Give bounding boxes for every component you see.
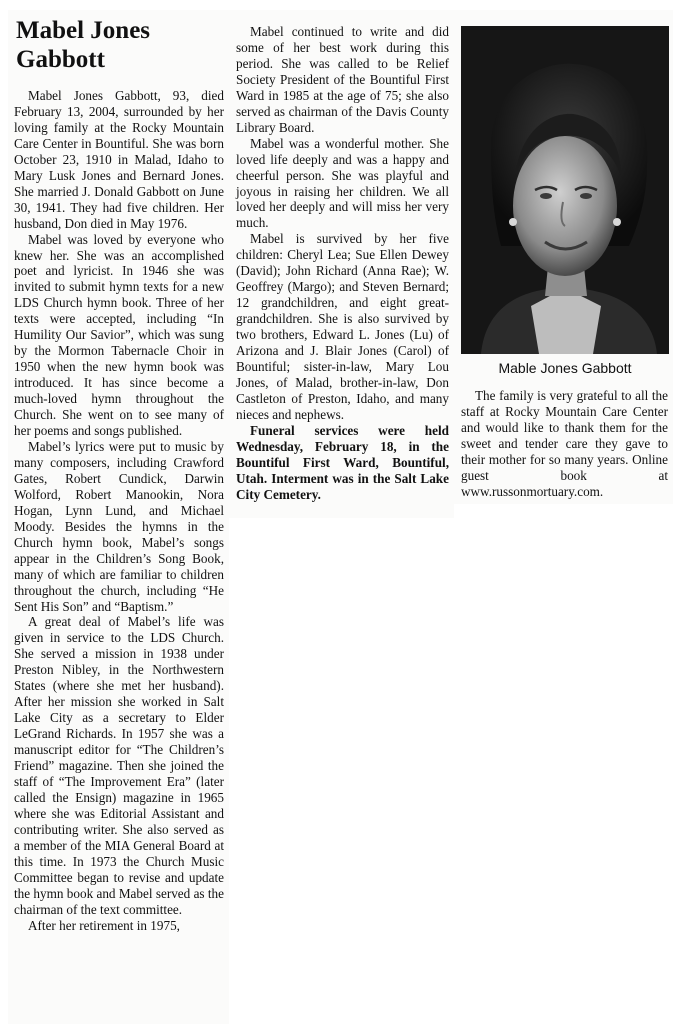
obituary-column-3 bbox=[461, 388, 668, 500]
paragraph: Mabel’s lyrics were put to music by many composers, including Crawford Gates, Robert Cundick, Darwin Wolford, Robert Manookin, Nora Hogan, Lynn Lund, and Michael Moody. Besides the hymns in the Church hymn book, Mabel’s songs appear in the Children’s Song Book, many of which are familiar to children throughout the church, including “He Sent His Son” and “Baptism.” bbox=[14, 438, 224, 614]
obituary-column-2 bbox=[236, 24, 449, 503]
portrait-photo bbox=[461, 26, 669, 354]
paragraph: A great deal of Mabel’s life was given in service to the LDS Church. She served a mission in 1938 under Preston Nibley, in the Northwestern States (where she met her husband). After her mission she worked in Salt Lake City as a secretary to Elder LeGrand Richards. In 1957 she was a manuscript editor for “The Children’s Friend” magazine. Then she joined the staff of “The Improvement Era” (later called the Ensign) magazine in 1965 where she was Editorial Assistant and contributing writer. She also served as a member of the MIA General Board at this time. In 1973 the Church Music Committee began to revise and update the hymn book and Mabel served as the chairman of the text committee. bbox=[14, 614, 224, 917]
photo-caption: Mable Jones Gabbott bbox=[498, 360, 632, 376]
paragraph: The family is very grateful to all the staff at Rocky Mountain Care Center and would like to thank them for the sweet and tender care they gave to their mother for so many years. Online guest book at www.russonmortuary.com. bbox=[461, 388, 668, 499]
paragraph: Mabel was loved by everyone who knew her. She was an accomplished poet and lyricist. In 1946 she was invited to submit hymn texts for a new LDS Church hymn book. Three of her texts were accepted, including “In Humility Our Savior”, which was sung by the Mormon Tabernacle Choir in 1950 when the new hymn book was introduced. It has since become a much-loved hymn throughout the Church. She went on to see many of her poems and songs published. bbox=[14, 231, 224, 439]
paragraph: Mabel Jones Gabbott, 93, died February 13, 2004, surrounded by her loving family at the Rocky Mountain Care Center in Bountiful. She was born October 23, 1910 in Malad, Idaho to Mary Lusk Jones and Bernard Jones. She married J. Donald Gabbott on June 30, 1941. They had five children. Her husband, Don died in May 1976. bbox=[14, 88, 224, 231]
obituary-column-1 bbox=[14, 88, 224, 934]
paragraph: Mabel continued to write and did some of her best work during this period. She was called to be Relief Society President of the Bountiful First Ward in 1985 at the age of 75; she also served as chairman of the Davis County Library Board. bbox=[236, 24, 449, 135]
funeral-notice: Funeral services were held Wednesday, February 18, in the Bountiful First Ward, Bountiful, Utah. Interment was in the Salt Lake City Cemetery. bbox=[236, 422, 449, 502]
paragraph: Mabel is survived by her five children: Cheryl Lea; Sue Ellen Dewey (David); John Richard (Anna Rae); W. Geoffrey (Margo); and Steven Bernard; 12 grandchildren, and eight great-grandchildren. She is also survived by two brothers, Edward L. Jones (Lu) of Arizona and J. Blair Jones (Carol) of Bountiful; sister-in-law, Mary Lou Jones, of Malad, brother-in-law, Don Castleton of Preston, Idaho, and many nieces and nephews. bbox=[236, 231, 449, 422]
paragraph: Mabel was a wonderful mother. She loved life deeply and was a happy and cheerful person. She was playful and joyous in raising her children. We all loved her deeply and will miss her very much. bbox=[236, 135, 449, 231]
paragraph: After her retirement in 1975, bbox=[28, 917, 180, 933]
obituary-headline: Mabel Jones Gabbott bbox=[16, 17, 151, 73]
